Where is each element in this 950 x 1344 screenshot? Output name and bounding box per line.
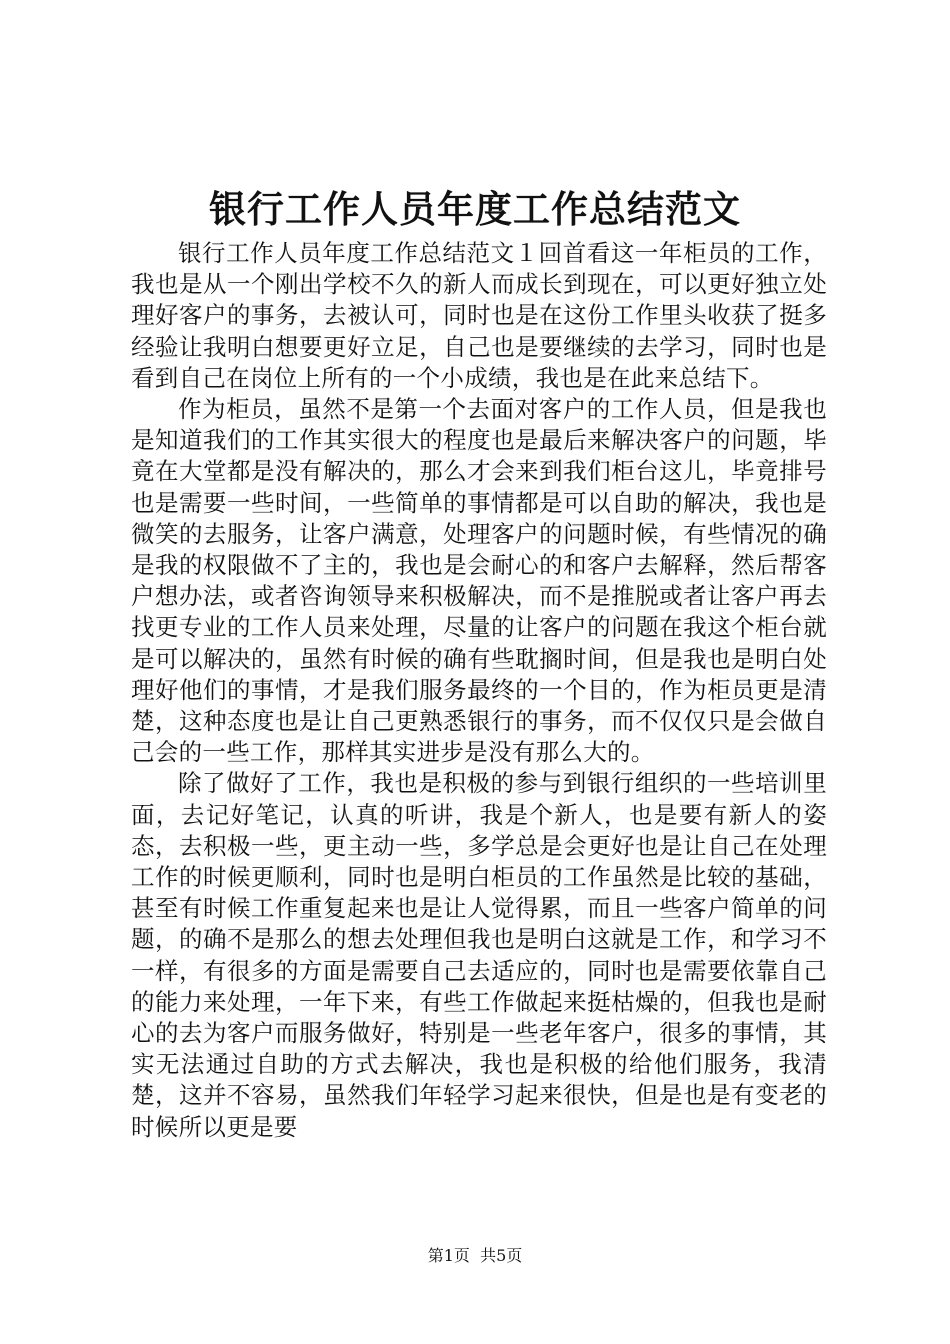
page-total: 共5页 [480,1246,523,1265]
paragraph-2: 作为柜员，虽然不是第一个去面对客户的工作人员，但是我也是知道我们的工作其实很大的程度也是最后来解决客户的问题，毕竟在大堂都是没有解决的，那么才会来到我们柜台这儿，毕竟排号也是需要一些时间，一些简单的事情都是可以自助的解决，我也是微笑的去服务，让客户满意，处理客户的问题时候，有些情况的确是我的权限做不了主的，我也是会耐心的和客户去解释，然后帮客户想办法，或者咨询领导来积极解决，而不是推脱或者让客户再去找更专业的工作人员来处理，尽量的让客户的问题在我这个柜台就是可以解决的，虽然有时候的确有些耽搁时间，但是我也是明白处理好他们的事情，才是我们服务最终的一个目的，作为柜员更是清楚，这种态度也是让自己更熟悉银行的事务，而不仅仅只是会做自己会的一些工作，那样其实进步是没有那么大的。 [131,395,827,767]
page-number: 第1页 [427,1246,470,1265]
paragraph-1: 银行工作人员年度工作总结范文１回首看这一年柜员的工作，我也是从一个刚出学校不久的新人而成长到现在，可以更好独立处理好客户的事务，去被认可，同时也是在这份工作里头收获了挺多经验让我明白想要更好立足，自己也是要继续的去学习，同时也是看到自己在岗位上所有的一个小成绩，我也是在此来总结下。 [131,239,827,392]
page-footer [0,1244,950,1268]
paragraph-3: 除了做好了工作，我也是积极的参与到银行组织的一些培训里面，去记好笔记，认真的听讲，我是个新人，也是要有新人的姿态，去积极一些，更主动一些，多学总是会更好也是让自己在处理工作的时候更顺利，同时也是明白柜员的工作虽然是比较的基础，甚至有时候工作重复起来也是让人觉得累，而且一些客户简单的问题，的确不是那么的想去处理但我也是明白这就是工作，和学习不一样，有很多的方面是需要自己去适应的，同时也是需要依靠自己的能力来处理，一年下来，有些工作做起来挺枯燥的，但我也是耐心的去为客户而服务做好，特别是一些老年客户，很多的事情，其实无法通过自助的方式去解决，我也是积极的给他们服务，我清楚，这并不容易，虽然我们年轻学习起来很快，但是也是有变老的时候所以更是要 [131,769,827,1141]
document-title: 银行工作人员年度工作总结范文 [209,187,741,231]
document-body [131,238,827,1143]
